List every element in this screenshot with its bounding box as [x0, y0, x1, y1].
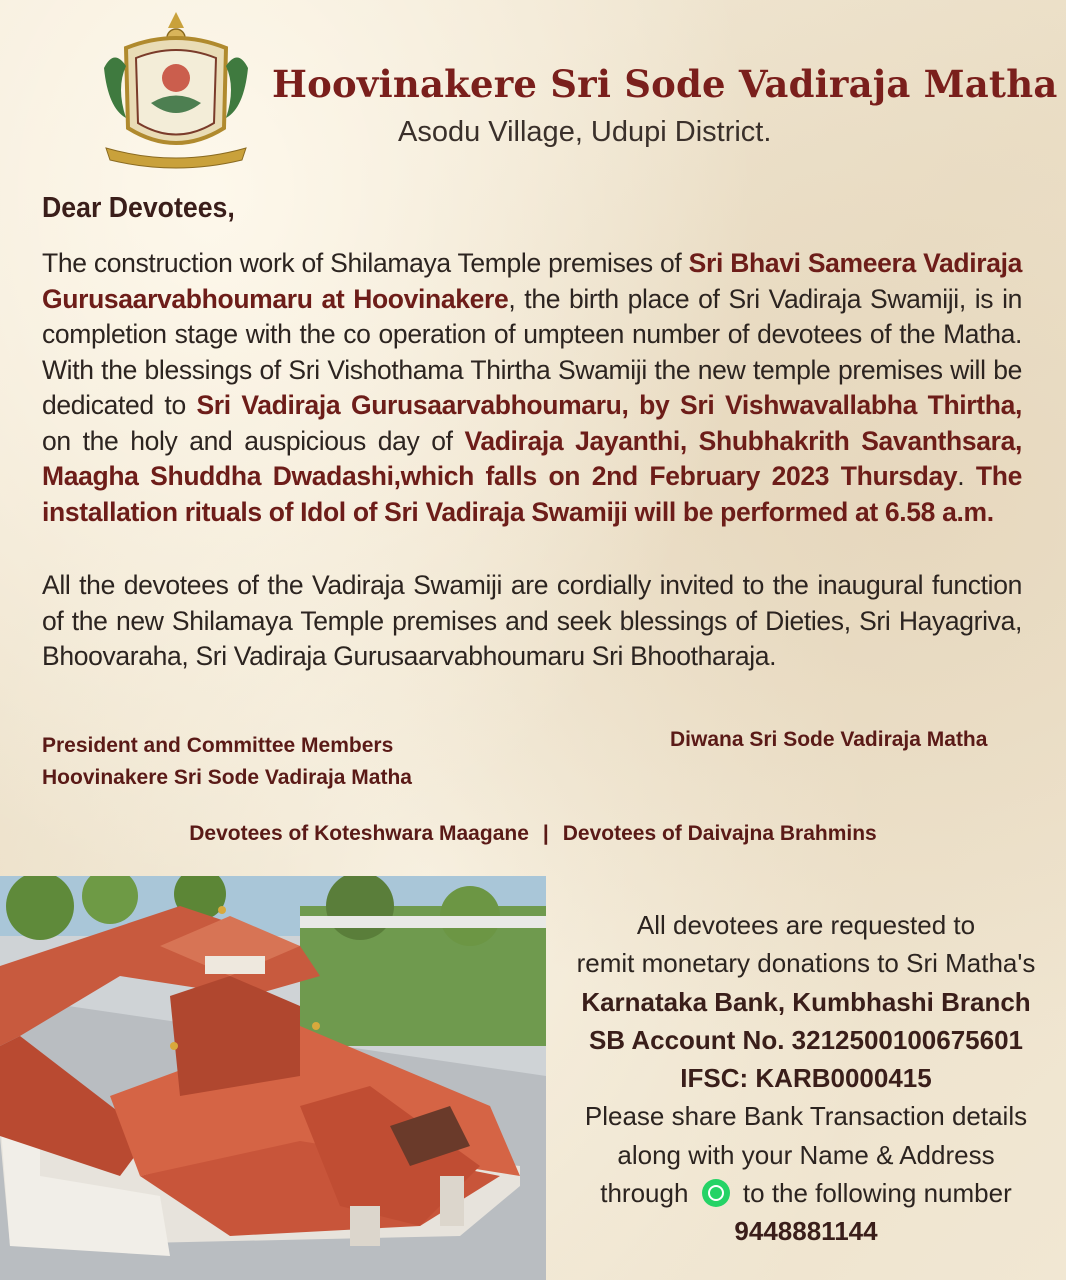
devotee-group: Devotees of Daivajna Brahmins	[562, 822, 877, 845]
donation-line: remit monetary donations to Sri Matha's	[576, 948, 1036, 979]
donation-line	[556, 1174, 1056, 1212]
whatsapp-icon	[702, 1179, 730, 1207]
devotee-group: Devotees of Koteshwara Maagane	[189, 822, 529, 845]
paragraph-emphasis: Vadiraja Jayanthi, Shubhakrith Savanthsara, Maagha Shuddha Dwadashi,which falls on 2nd February 2023 Thursday	[42, 425, 1022, 491]
paragraph-text: .	[957, 461, 976, 491]
signature-diwana: Diwana Sri Sode Vadiraja Matha	[670, 728, 988, 751]
donation-line: along with your Name & Address	[617, 1139, 995, 1170]
paragraph-emphasis: Sri Bhavi Sameera Vadiraja Gurusaarvabhoumaru at Hoovinakere	[42, 248, 1022, 314]
invitation-paragraph	[42, 246, 1022, 530]
donation-line: All devotees are requested to	[636, 910, 976, 940]
page-title: Hoovinakere Sri Sode Vadiraja Matha	[272, 62, 1058, 106]
account-number: SB Account No. 3212500100675601	[588, 1024, 1024, 1055]
invitation-closing-paragraph: All the devotees of the Vadiraja Swamiji are cordially invited to the inaugural function of the new Shilamaya Temple premises and seek blessings of Dieties, Sri Hayagriva, Bhoovaraha, Sri Vadiraja Gurusaarvabhoumaru Sri Bhootharaja.	[42, 570, 1022, 671]
donation-text: through	[600, 1178, 689, 1209]
temple-illustration	[0, 876, 546, 1280]
donation-text: to the following number	[742, 1178, 1012, 1209]
signature-line: President and Committee Members	[42, 734, 394, 757]
signature-line: Hoovinakere Sri Sode Vadiraja Matha	[42, 766, 412, 789]
separator: |	[542, 822, 549, 845]
matha-emblem-icon	[96, 8, 256, 170]
paragraph-text: on the holy and auspicious day of	[42, 425, 465, 456]
page-subtitle: Asodu Village, Udupi District.	[398, 116, 772, 148]
devotee-groups	[0, 822, 1066, 846]
bank-name: Karnataka Bank, Kumbhashi Branch	[581, 986, 1031, 1017]
ifsc-code: IFSC: KARB0000415	[680, 1063, 932, 1094]
phone-number[interactable]: 9448881144	[734, 1216, 878, 1247]
donation-line: Please share Bank Transaction details	[584, 1101, 1028, 1132]
paragraph-emphasis: Sri Vadiraja Gurusaarvabhoumaru, by Sri Vishwavallabha Thirtha,	[196, 390, 1022, 420]
donation-info	[556, 906, 1056, 1251]
paragraph-text: , the birth place of Sri Vadiraja Swamiji, is in completion stage with the co operation of umpteen number of devotees of the Matha. With the blessings of Sri Vishothama Thirtha Swamiji the new temple premises will be dedicated to	[42, 283, 1022, 420]
paragraph-emphasis: The installation rituals of Idol of Sri Vadiraja Swamiji will be performed at 6.58 a.m.	[42, 461, 1022, 527]
paragraph-text: The construction work of Shilamaya Temple premises of	[42, 248, 689, 278]
signature-committee	[42, 730, 412, 794]
greeting: Dear Devotees,	[42, 192, 235, 224]
